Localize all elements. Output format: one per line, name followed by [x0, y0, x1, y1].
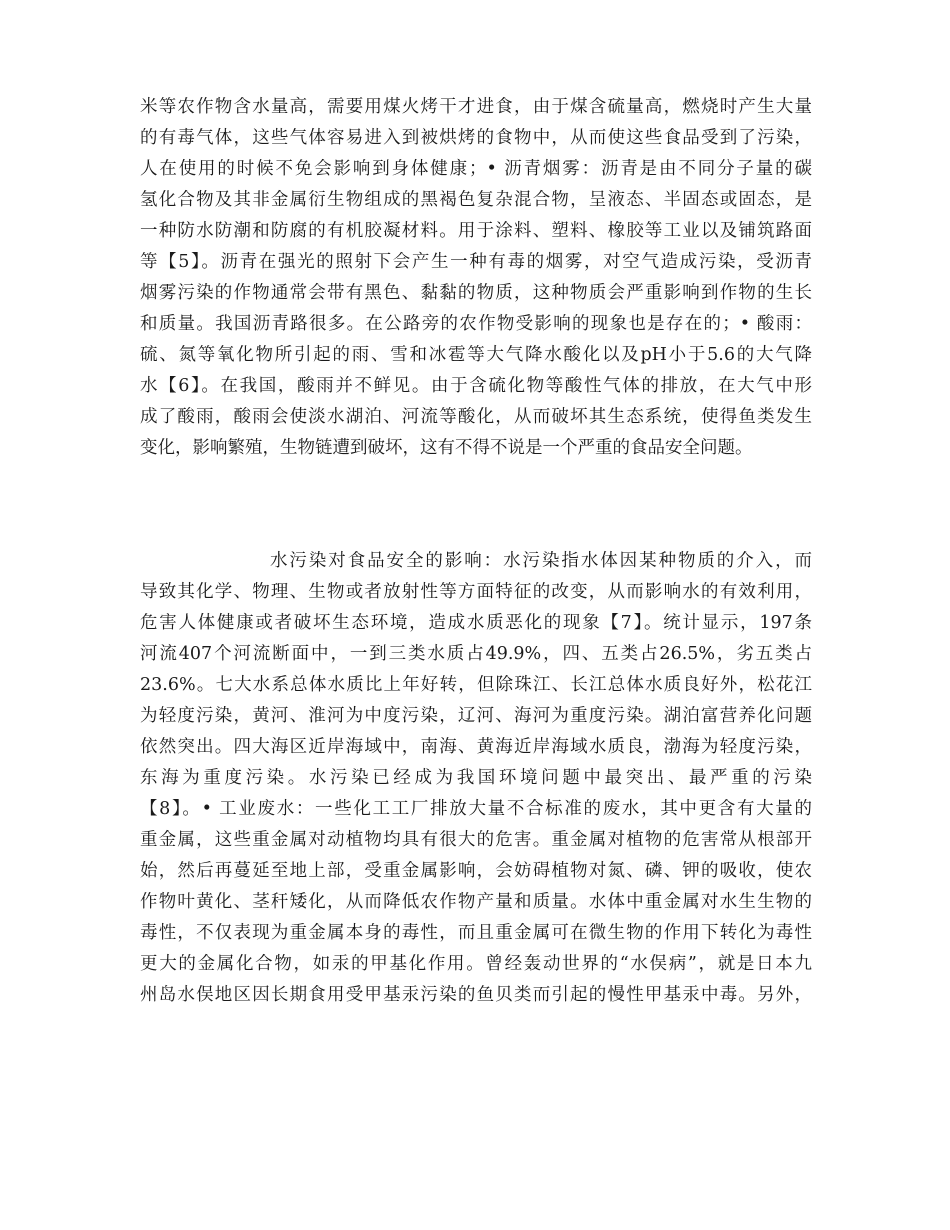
text-line: 州岛水俣地区因长期食用受甲基汞污染的鱼贝类而引起的慢性甲基汞中毒。另外， — [140, 985, 812, 1005]
text-line: 硫、氮等氧化物所引起的雨、雪和冰雹等大气降水酸化以及pH小于5.6的大气降 — [140, 345, 812, 365]
text-line: 氢化合物及其非金属衍生物组成的黑褐色复杂混合物，呈液态、半固态或固态，是 — [140, 190, 812, 210]
text-line: 等【5】。沥青在强光的照射下会产生一种有毒的烟雾，对空气造成污染，受沥青 — [140, 252, 812, 272]
text-line: 米等农作物含水量高，需要用煤火烤干才进食，由于煤含硫量高，燃烧时产生大量 — [140, 97, 812, 117]
text-line: 东海为重度污染。水污染已经成为我国环境问题中最突出、最严重的污染 — [140, 768, 812, 788]
text-line: 烟雾污染的作物通常会带有黑色、黏黏的物质，这种物质会严重影响到作物的生长 — [140, 283, 812, 303]
text-line: 更大的金属化合物，如汞的甲基化作用。曾经轰动世界的“水俣病”，就是日本九 — [140, 954, 812, 974]
text-line: 成了酸雨，酸雨会使淡水湖泊、河流等酸化，从而破坏其生态系统，使得鱼类发生 — [140, 407, 812, 427]
text-line: 一种防水防潮和防腐的有机胶凝材料。用于涂料、塑料、橡胶等工业以及铺筑路面 — [140, 221, 812, 241]
text-line: 水污染对食品安全的影响：水污染指水体因某种物质的介入，而 — [270, 551, 812, 571]
text-line: 作物叶黄化、茎秆矮化，从而降低农作物产量和质量。水体中重金属对水生生物的 — [140, 892, 812, 912]
text-line: 始，然后再蔓延至地上部，受重金属影响，会妨碍植物对氮、磷、钾的吸收，使农 — [140, 861, 812, 881]
text-line: 的有毒气体，这些气体容易进入到被烘烤的食物中，从而使这些食品受到了污染， — [140, 128, 812, 148]
text-line: 【8】。• 工业废水：一些化工工厂排放大量不合标准的废水，其中更含有大量的 — [140, 799, 812, 819]
text-line: 河流407个河流断面中，一到三类水质占49.9%，四、五类占26.5%，劣五类占 — [140, 644, 812, 664]
text-line: 水【6】。在我国，酸雨并不鲜见。由于含硫化物等酸性气体的排放，在大气中形 — [140, 376, 812, 396]
text-line: 毒性，不仅表现为重金属本身的毒性，而且重金属可在微生物的作用下转化为毒性 — [140, 923, 812, 943]
paragraph-air-pollution — [140, 92, 812, 464]
text-line: 重金属，这些重金属对动植物均具有很大的危害。重金属对植物的危害常从根部开 — [140, 830, 812, 850]
text-line: 变化，影响繁殖，生物链遭到破坏，这有不得不说是一个严重的食品安全问题。 — [140, 438, 753, 458]
text-line: 导致其化学、物理、生物或者放射性等方面特征的改变，从而影响水的有效利用， — [140, 582, 812, 602]
text-line: 23.6%。七大水系总体水质比上年好转，但除珠江、长江总体水质良好外，松花江 — [140, 675, 812, 695]
paragraph-water-pollution — [140, 546, 812, 1011]
text-line: 和质量。我国沥青路很多。在公路旁的农作物受影响的现象也是存在的；• 酸雨： — [140, 314, 812, 334]
text-line: 依然突出。四大海区近岸海域中，南海、黄海近岸海域水质良，渤海为轻度污染， — [140, 737, 812, 757]
text-line: 为轻度污染，黄河、淮河为中度污染，辽河、海河为重度污染。湖泊富营养化问题 — [140, 706, 812, 726]
text-line: 人在使用的时候不免会影响到身体健康；• 沥青烟雾：沥青是由不同分子量的碳 — [140, 159, 812, 179]
text-line: 危害人体健康或者破坏生态环境，造成水质恶化的现象【7】。统计显示，197条 — [140, 613, 812, 633]
